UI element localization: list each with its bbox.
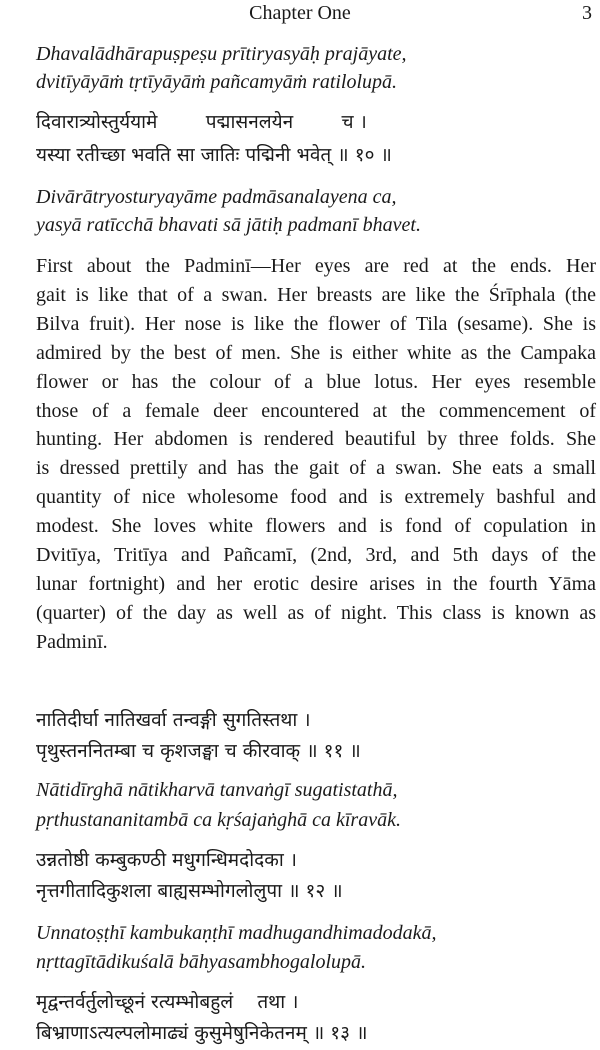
prose-line: Bilva fruit). Her nose is like the flower of Tila (sesame). She is xyxy=(36,312,596,335)
prose-line: Dvitīya, Tritīya and Pañcamī, (2nd, 3rd, and 5th days of the xyxy=(36,544,596,567)
verse-translit-line: Unnatoṣṭhī kambukaṇṭhī madhugandhimadodakā, xyxy=(36,922,437,944)
prose-line: flower or has the colour of a blue lotus. Her eyes resemble xyxy=(36,370,596,393)
prose-line: modest. She loves white flowers and is fond of copulation in xyxy=(36,515,596,538)
verse-translit-line: dvitīyāyāṁ tṛtīyāyāṁ pañcamyāṁ ratilolupā. xyxy=(36,71,398,93)
verse-devanagari-line: मृद्वन्तर्वर्तुलोच्छूनं रत्यम्भोबहुलं तथा । xyxy=(36,991,299,1013)
verse-devanagari-line: पृथुस्तननितम्बा च कृशजङ्घा च कीरवाक् ॥ ११ ॥ xyxy=(36,740,361,762)
verse-translit-line: nṛttagītādikuśalā bāhyasambhogalolupā. xyxy=(36,951,366,973)
verse-devanagari-line: दिवारात्र्योस्तुर्ययामे पद्मासनलयेन च । xyxy=(36,111,367,133)
prose-line: hunting. Her abdomen is rendered beautiful by three folds. She xyxy=(36,428,596,451)
prose-line: is dressed prettily and has the gait of a swan. She eats a small xyxy=(36,457,596,480)
verse-devanagari-line: नातिदीर्घा नातिखर्वा तन्वङ्गी सुगतिस्तथा । xyxy=(36,709,311,731)
verse-translit-line: pṛthustananitambā ca kṛśajaṅghā ca kīravāk. xyxy=(36,809,401,831)
verse-devanagari-line: उन्नतोष्ठी कम्बुकण्ठी मधुगन्धिमदोदका । xyxy=(36,849,297,871)
commentary-paragraph xyxy=(36,252,596,657)
prose-line: lunar fortnight) and her erotic desire arises in the fourth Yāma xyxy=(36,572,596,595)
prose-line: First about the Padminī—Her eyes are red at the ends. Her xyxy=(36,255,596,277)
verse-translit-line: Nātidīrghā nātikharvā tanvaṅgī sugatistathā, xyxy=(36,779,398,801)
verse-devanagari-line: यस्या रतीच्छा भवति सा जातिः पद्मिनी भवेत् ॥ १० ॥ xyxy=(36,144,392,166)
running-header xyxy=(0,2,600,28)
prose-line: quantity of nice wholesome food and is extremely bashful and xyxy=(36,486,596,509)
verse-devanagari-line: नृत्तगीतादिकुशला बाह्यसम्भोगलोलुपा ॥ १२ ॥ xyxy=(36,880,343,902)
prose-line: gait is like that of a swan. Her breasts are like the Śrīphala (the xyxy=(36,283,596,306)
verse-translit-line: yasyā ratīcchā bhavati sā jātiḥ padmanī bhavet. xyxy=(36,214,421,236)
verse-translit-line: Dhavalādhārapuṣpeṣu prītiryasyāḥ prajāyate, xyxy=(36,43,407,65)
prose-line: (quarter) of the day as well as of night. This class is known as xyxy=(36,601,596,624)
verse-translit-line: Divārātryosturyayāme padmāsanalayena ca, xyxy=(36,186,397,208)
prose-line: those of a female deer encountered at the commencement of xyxy=(36,399,596,422)
chapter-title: Chapter One xyxy=(249,2,351,24)
prose-line: admired by the best of men. She is either white as the Campaka xyxy=(36,341,596,364)
prose-line: Padminī. xyxy=(36,630,108,653)
page-number: 3 xyxy=(582,2,592,24)
verse-devanagari-line: बिभ्राणाऽत्यल्पलोमाढ्यं कुसुमेषुनिकेतनम् ॥ १३ ॥ xyxy=(36,1022,368,1044)
